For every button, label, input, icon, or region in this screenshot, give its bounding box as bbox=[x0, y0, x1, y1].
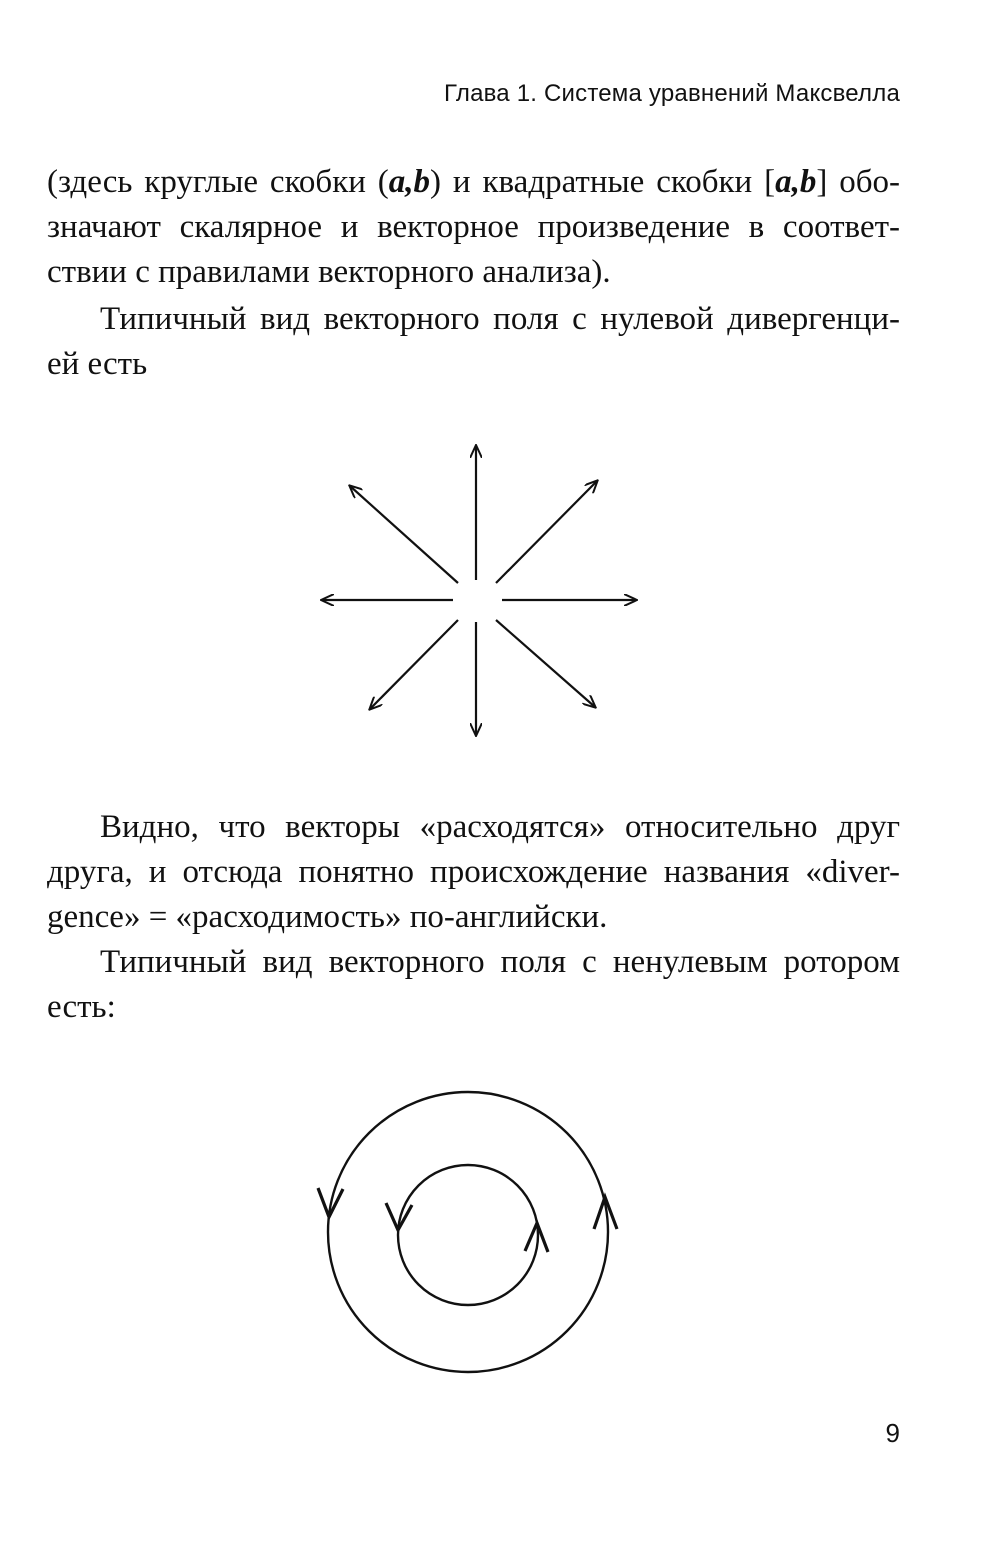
outer-circle bbox=[328, 1092, 608, 1372]
text-line: (здесь круглые скобки (a,b) и квадратные скобки [a,b] обо- bbox=[47, 164, 900, 200]
text-line: gence» = «расходимость» по-английски. bbox=[47, 899, 608, 935]
paragraph-curl-intro bbox=[47, 940, 900, 1030]
arrow-down-left bbox=[370, 620, 458, 709]
text-line: ствии с правилами векторного анализа). bbox=[47, 254, 611, 290]
text-line: значают скалярное и векторное произведение в соответ- bbox=[47, 209, 900, 245]
radial-arrows-icon bbox=[300, 430, 660, 760]
running-title: Глава 1. Система уравнений Максвелла bbox=[444, 80, 900, 107]
text-line: друга, и отсюда понятно происхождение названия «diver- bbox=[47, 854, 900, 890]
inner-left-arrowhead bbox=[386, 1203, 412, 1230]
text-line: Типичный вид векторного поля с ненулевым ротором bbox=[100, 944, 900, 980]
page-number: 9 bbox=[885, 1418, 900, 1448]
arrow-down-right bbox=[496, 620, 595, 707]
text-line: есть: bbox=[47, 989, 116, 1025]
paragraph-brackets bbox=[47, 160, 900, 295]
text-line: Видно, что векторы «расходятся» относительно друг bbox=[100, 809, 900, 845]
concentric-circles-arrows-icon bbox=[300, 1080, 640, 1380]
paragraph-divergence-explanation bbox=[47, 805, 900, 940]
text-line: Типичный вид векторного поля с нулевой дивергенци- bbox=[100, 301, 900, 337]
arrow-up-left bbox=[350, 486, 458, 583]
arrow-up-right bbox=[496, 481, 597, 583]
vector-ab: a,b bbox=[388, 164, 431, 200]
paragraph-divergence-intro bbox=[47, 297, 900, 387]
text-line: ей есть bbox=[47, 346, 148, 382]
vector-ab: a,b bbox=[775, 164, 817, 200]
inner-circle bbox=[398, 1165, 538, 1305]
